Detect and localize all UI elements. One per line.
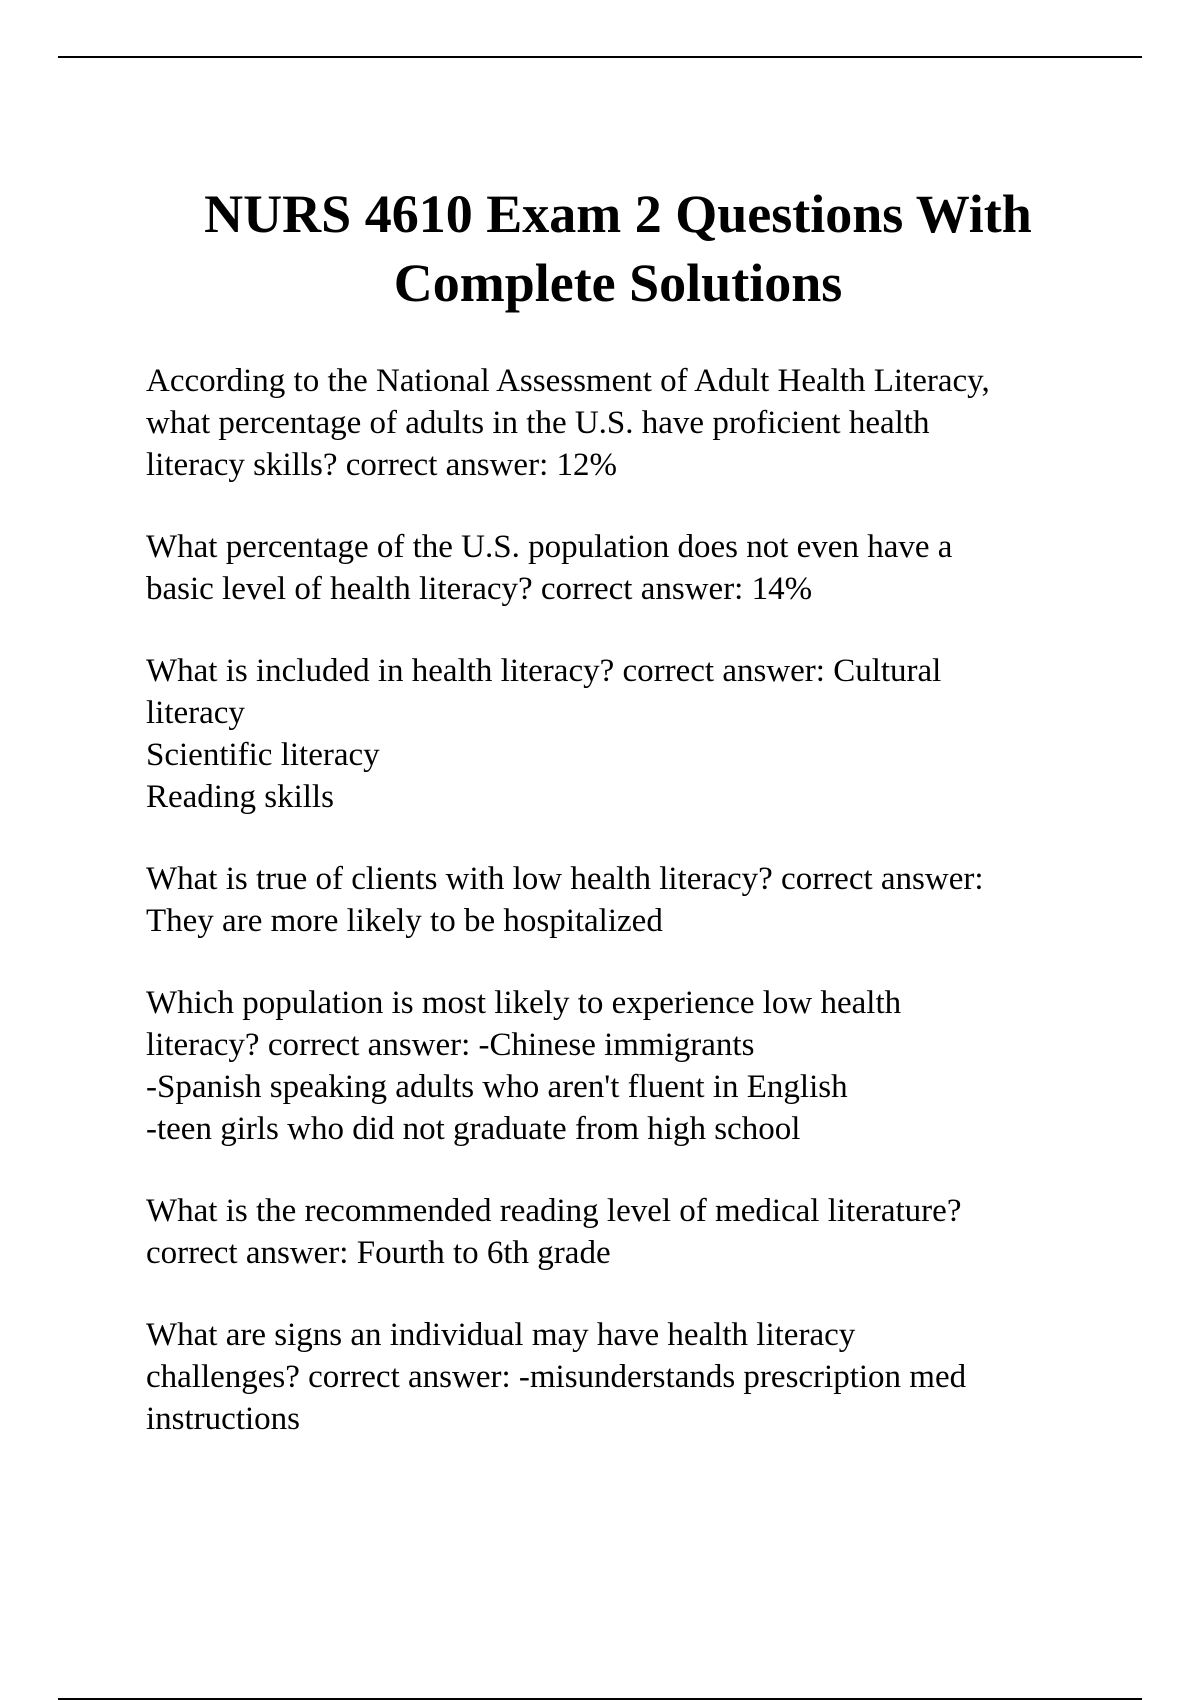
title-line-1: NURS 4610 Exam 2 Questions With xyxy=(204,184,1032,244)
qa-line: instructions xyxy=(146,1401,300,1437)
page-title xyxy=(100,180,1136,318)
qa-line: What are signs an individual may have health literacy xyxy=(146,1317,856,1353)
qa-line: They are more likely to be hospitalized xyxy=(146,903,663,939)
qa-entry-1 xyxy=(146,360,1106,486)
qa-line: Scientific literacy xyxy=(146,737,380,773)
qa-line: challenges? correct answer: -misunderstands prescription med xyxy=(146,1359,967,1395)
qa-entry-5 xyxy=(146,982,1106,1150)
qa-entry-6 xyxy=(146,1190,1106,1274)
qa-line: -teen girls who did not graduate from high school xyxy=(146,1111,801,1147)
qa-line: literacy? correct answer: -Chinese immigrants xyxy=(146,1027,755,1063)
qa-line: What is included in health literacy? correct answer: Cultural xyxy=(146,653,942,689)
qa-line: Which population is most likely to experience low health xyxy=(146,985,902,1021)
qa-entry-7 xyxy=(146,1314,1106,1440)
qa-line: what percentage of adults in the U.S. have proficient health xyxy=(146,405,930,441)
qa-line: basic level of health literacy? correct answer: 14% xyxy=(146,571,813,607)
qa-line: Reading skills xyxy=(146,779,334,815)
qa-line: According to the National Assessment of Adult Health Literacy, xyxy=(146,363,990,399)
qa-line: What is the recommended reading level of medical literature? xyxy=(146,1193,962,1229)
qa-entry-3 xyxy=(146,650,1106,818)
qa-line: correct answer: Fourth to 6th grade xyxy=(146,1235,611,1271)
qa-entry-2 xyxy=(146,526,1106,610)
qa-line: What is true of clients with low health literacy? correct answer: xyxy=(146,861,984,897)
qa-line: literacy xyxy=(146,695,245,731)
title-line-2: Complete Solutions xyxy=(393,253,843,313)
top-rule xyxy=(58,56,1142,58)
qa-line: -Spanish speaking adults who aren't fluent in English xyxy=(146,1069,848,1105)
qa-list xyxy=(146,360,1106,1480)
qa-line: What percentage of the U.S. population does not even have a xyxy=(146,529,953,565)
qa-line: literacy skills? correct answer: 12% xyxy=(146,447,617,483)
qa-entry-4 xyxy=(146,858,1106,942)
